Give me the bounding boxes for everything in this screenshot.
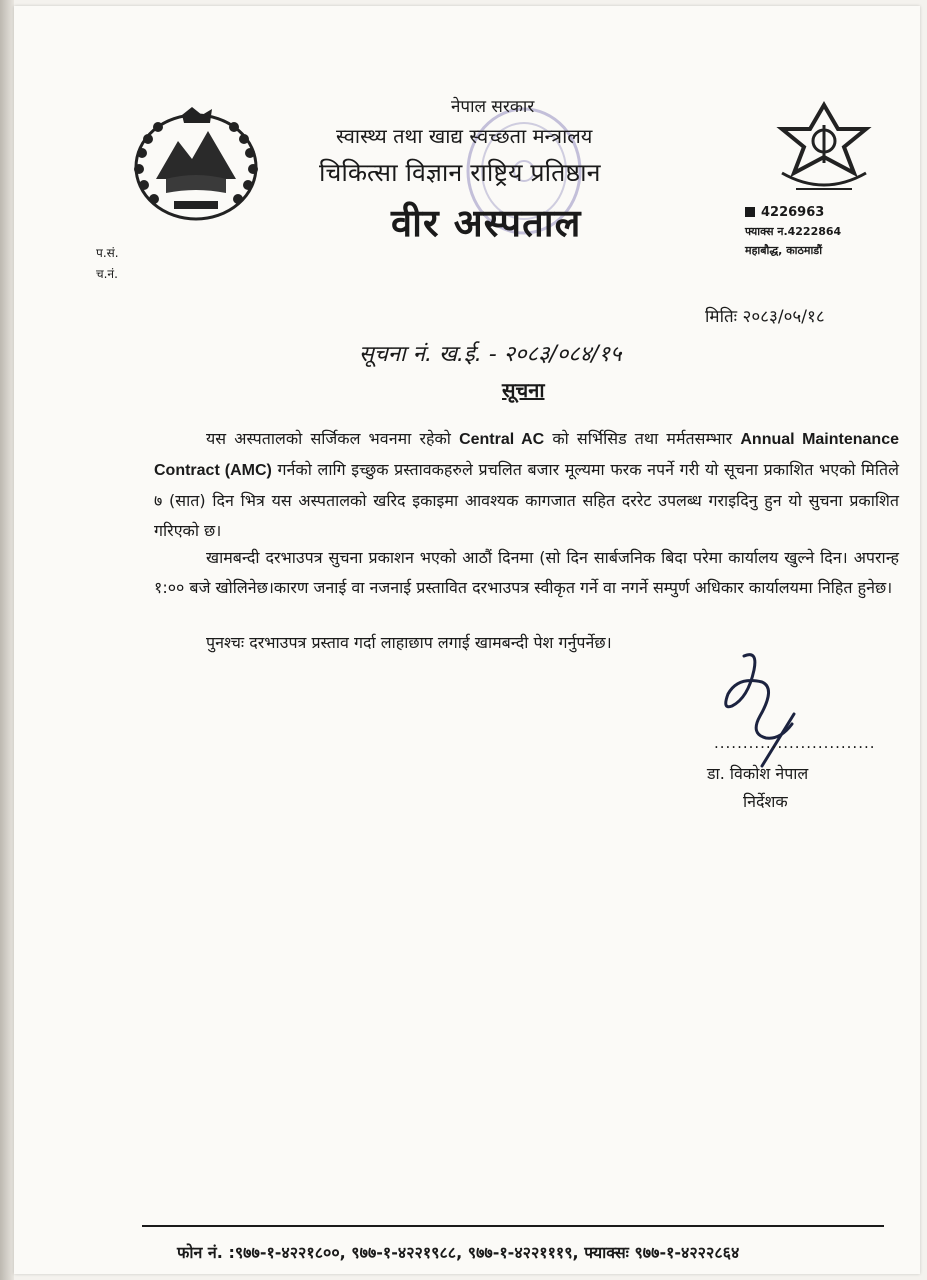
p1-term-amc: Annual Maintenance Contract (AMC) xyxy=(154,431,899,479)
government-name: नेपाल सरकार xyxy=(451,97,535,117)
fax-number: फ्याक्स न.4222864 xyxy=(745,225,842,238)
p1-term-central-ac: Central AC xyxy=(459,431,545,448)
hospital-name: वीर अस्पताल xyxy=(391,201,582,245)
phone-icon xyxy=(745,207,755,217)
handwritten-signature xyxy=(714,646,814,776)
notice-number: सूचना नं. ख.ई. - २०८३/०८४/१५ xyxy=(359,342,622,367)
notice-title: सूचना xyxy=(502,378,545,402)
p1-text-a: यस अस्पतालको सर्जिकल भवनमा रहेको xyxy=(206,429,460,448)
body-paragraph-1 xyxy=(154,424,899,546)
p1-text-e: गर्नको लागि इच्छुक प्रस्तावकहरुले प्रचलित बजार मूल्यमा फरक नपर्ने गरी यो सूचना प्रकाशित भएको मितिले ७ (सात) दिन भित्र यस अस्पतालको खरिद इकाइमा आवश्यक कागजात सहित दररेट उपलब्ध गराइदिनु हुन यो सुचना प्रकाशित गरिएको छ। xyxy=(154,460,899,540)
p1-text-c: को सर्भिसिड तथा मर्मतसम्भार xyxy=(544,429,741,448)
hospital-star-emblem-icon xyxy=(774,101,874,196)
address: महाबौद्ध, काठमाडौं xyxy=(745,244,823,257)
signatory-title: निर्देशक xyxy=(743,792,788,811)
letter-number-label: प.सं. xyxy=(96,246,119,260)
footer-divider xyxy=(142,1225,884,1227)
signatory-name: डा. विकोश नेपाल xyxy=(707,764,809,783)
reference-block xyxy=(96,243,119,285)
footer-contacts: फोन नं. :९७७-१-४२२१८००, ९७७-१-४२२१९८८, ९७७-१-४२२१११९, फ्याक्सः ९७७-१-४२२२८६४ xyxy=(177,1243,740,1262)
nepal-government-emblem-icon xyxy=(126,101,266,231)
body-paragraph-2: खामबन्दी दरभाउपत्र सुचना प्रकाशन भएको आठौं दिनमा (सो दिन सार्बजनिक बिदा परेमा कार्यालय खुल्ने दिन। अपरान्ह १:०० बजे खोलिनेछ।कारण जनाई वा नजनाई प्रस्तावित दरभाउपत्र स्वीकृत गर्ने वा नगर्ने सम्पुर्ण अधिकार कार्यालयमा निहित हुनेछ। xyxy=(154,548,899,597)
scan-left-edge xyxy=(0,0,14,1280)
phone-number: 4226963 xyxy=(761,205,825,220)
contact-block xyxy=(745,203,841,260)
signature-line: ............................ xyxy=(714,734,876,752)
ministry-name: स्वास्थ्य तथा खाद्य स्वच्छता मन्त्रालय xyxy=(336,124,593,148)
date-line: मितिः २०८३/०५/१८ xyxy=(705,307,825,327)
body-paragraph-3: पुनश्चः दरभाउपत्र प्रस्ताव गर्दा लाहाछाप लगाई खामबन्दी पेश गर्नुपर्नेछ। xyxy=(206,633,612,652)
academy-name: चिकित्सा विज्ञान राष्ट्रिय प्रतिष्ठान xyxy=(319,158,601,187)
notice-document xyxy=(14,6,920,1274)
dispatch-number-label: च.नं. xyxy=(96,267,118,281)
